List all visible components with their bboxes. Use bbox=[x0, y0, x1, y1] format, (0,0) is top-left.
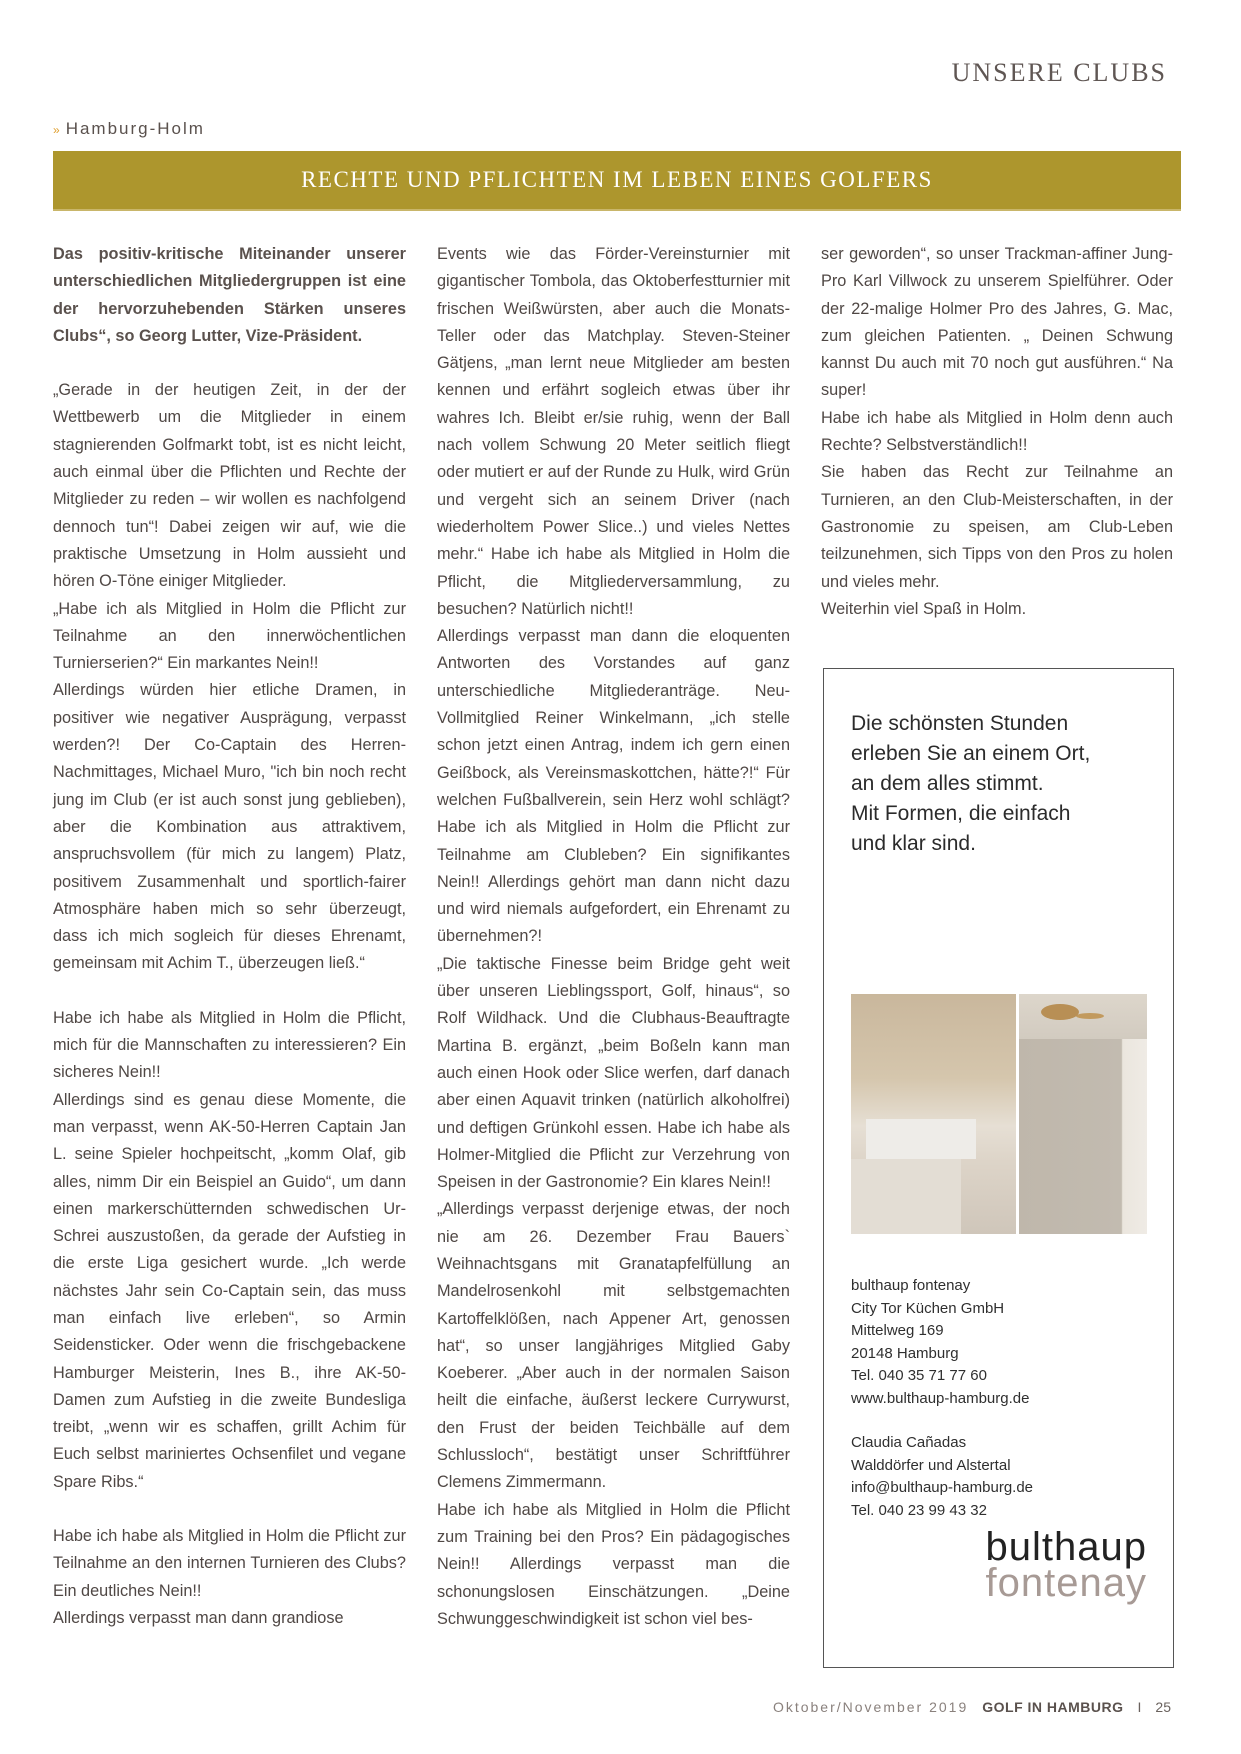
street-address: Mittelweg 169 bbox=[851, 1322, 944, 1339]
contact-person: Claudia Cañadas bbox=[851, 1434, 967, 1451]
double-chevron-icon: » bbox=[53, 123, 60, 137]
breadcrumb bbox=[53, 119, 205, 139]
article-lead: Das positiv-kritische Miteinander unserer unterschiedlichen Mitgliedergruppen ist eine der hervorzuhebenden Stärken unseres Clubs“, so Georg Lutter, Vize-Präsident. bbox=[53, 245, 406, 345]
ad-headline-line: Die schönsten Stunden bbox=[851, 712, 1069, 735]
phone-number: Tel. 040 35 71 77 60 bbox=[851, 1367, 987, 1384]
paragraph: Allerdings verpasst man dann die eloquenten Antworten des Vorstandes auf ganz unterschiedliche Mitgliederanträge. Neu-Vollmitglied Reiner Winkelmann, „ich stelle schon jetzt einen Antrag, indem ich gern einen Geißbock, als Vereinsmaskottchen, hätte?!“ Für welchen Fußballverein, sein Herz wohl schlägt? Habe ich als Mitglied in Holm die Pflicht zur Teilnahme am Clubleben? Ein signifikantes Nein!! Allerdings gehört man dann nicht dazu und wird niemals aufgefordert, ein Ehrenamt zu übernehmen?! bbox=[437, 627, 790, 946]
section-title: UNSERE CLUBS bbox=[951, 58, 1167, 87]
magazine-name: GOLF IN HAMBURG bbox=[982, 1699, 1124, 1715]
paragraph: ser geworden“, so unser Trackman-affiner Jung-Pro Karl Villwock zu unserem Spielführer. Oder der 22-malige Holmer Pro des Jahres, G. Mac, zum gleichen Patienten. „ Deinen Schwung kannst Du auch mit 70 noch gut ausführen.“ Na super! bbox=[821, 245, 1173, 400]
countertop-bowl-image bbox=[1019, 994, 1147, 1234]
issue-date: Oktober/November 2019 bbox=[772, 1699, 969, 1715]
footer-separator: I bbox=[1137, 1699, 1142, 1715]
bulthaup-logo bbox=[985, 1525, 1147, 1605]
paragraph: „Die taktische Finesse beim Bridge geht weit über unseren Lieblingssport, Golf, hinaus“, so Rolf Wildhack. Und die Clubhaus-Beauftragte Martina B. ergänzt, „beim Boßeln kann man auch einen Hook oder Slice werfen, darf danach aber einen Aquavit trinken (natürlich alkoholfrei) und deftigen Grünkohl essen. Habe ich habe als Holmer-Mitglied die Pflicht zur Verzehrung von Speisen in der Gastronomie? Ein klares Nein!! bbox=[437, 954, 790, 1192]
contact-region: Walddörfer und Alstertal bbox=[851, 1456, 1011, 1474]
ad-headline-line: an dem alles stimmt. bbox=[851, 772, 1044, 795]
article-title: RECHTE UND PFLICHTEN IM LEBEN EINES GOLFERS bbox=[301, 167, 933, 192]
page-footer bbox=[773, 1699, 1171, 1715]
paragraph: „Habe ich als Mitglied in Holm die Pflicht zur Teilnahme an den innerwöchentlichen Turnierserien?“ Ein markantes Nein!! bbox=[53, 599, 406, 673]
ad-contact-info bbox=[851, 1275, 1033, 1522]
bulthaup-advertisement[interactable] bbox=[823, 668, 1174, 1668]
paragraph: „Gerade in der heutigen Zeit, in der der Wettbewerb um die Mitglieder in einem stagnierenden Golfmarkt tobt, ist es nicht leicht, auch einmal über die Pflichten und Rechte der Mitglieder zu reden – wir wollen es nachfolgend dennoch tun“! Dabei zeigen wir auf, wie die praktische Umsetzung in Holm aussieht und hören O-Töne einiger Mitglieder. bbox=[53, 381, 406, 591]
article-column-1 bbox=[53, 241, 406, 1632]
paragraph: Habe ich habe als Mitglied in Holm die Pflicht, mich für die Mannschaften zu interessieren? Ein sicheres Nein!! bbox=[53, 1008, 406, 1082]
breadcrumb-label: Hamburg-Holm bbox=[65, 119, 205, 138]
page-number: 25 bbox=[1155, 1699, 1171, 1715]
paragraph: Habe ich habe als Mitglied in Holm die Pflicht zur Teilnahme an den internen Turnieren des Clubs? Ein deutliches Nein!! bbox=[53, 1527, 406, 1600]
paragraph: Habe ich habe als Mitglied in Holm denn auch Rechte? Selbstverständlich!! bbox=[821, 408, 1173, 455]
article-title-banner bbox=[53, 151, 1181, 211]
ad-headline-line: und klar sind. bbox=[851, 832, 976, 855]
city-address: 20148 Hamburg bbox=[851, 1344, 959, 1362]
logo-line-2: fontenay bbox=[985, 1561, 1147, 1605]
paragraph: Allerdings sind es genau diese Momente, die man verpasst, wenn AK-50-Herren Captain Jan L. seine Spieler hochpeitscht, „komm Olaf, gib alles, nimm Dir ein Beispiel an Guido“, um dann einen markerschütternden schwedischen Ur-Schrei auszustoßen, da gerade der Aufstieg in die erste Liga gesichert wurde. „Ich werde nächstes Jahr sein Co-Captain sein, das muss man einfach live erleben“, so Armin Seidensticker. Oder wenn die frischgebackene Hamburger Meisterin, Ines B., ihre AK-50-Damen zum Aufstieg in die zweite Bundesliga treibt, „wenn wir es schaffen, grillt Achim für Euch selbst mariniertes Ochsenfilet und vegane Spare Ribs.“ bbox=[53, 1090, 406, 1491]
website-link[interactable]: www.bulthaup-hamburg.de bbox=[851, 1389, 1030, 1407]
kitchen-interior-image bbox=[851, 994, 1016, 1234]
article-column-3 bbox=[821, 241, 1173, 623]
ad-headline bbox=[851, 709, 1090, 859]
phone-number: Tel. 040 23 99 43 32 bbox=[851, 1501, 987, 1519]
paragraph: Habe ich habe als Mitglied in Holm die Pflicht zum Training bei den Pros? Ein pädagogisches Nein!! Allerdings verpasst man die schonungslosen Einschätzungen. „Deine Schwunggeschwindigkeit ist schon viel bes- bbox=[437, 1500, 790, 1628]
paragraph: Allerdings verpasst man dann grandiose bbox=[53, 1608, 344, 1627]
ad-headline-line: Mit Formen, die einfach bbox=[851, 802, 1071, 825]
paragraph: „Allerdings verpasst derjenige etwas, der noch nie am 26. Dezember Frau Bauers` Weihnachtsgans mit Granatapfelfüllung an Mandelrosenkohl mit selbstgemachten Kartoffelklößen, nach Appener Art, genossen hat“, so unser langjähriges Mitglied Gaby Koeberer. „Aber auch in der normalen Saison heilt die einfache, äußerst leckere Currywurst, den Frust der beiden Teichbälle auf dem Schlussloch“, bestätigt unser Schriftführer Clemens Zimmermann. bbox=[437, 1200, 790, 1492]
paragraph: Sie haben das Recht zur Teilnahme an Turnieren, an den Club-Meisterschaften, in der Gastronomie zu speisen, am Club-Leben teilzunehmen, sich Tipps von den Pros zu holen und vieles mehr. bbox=[821, 463, 1173, 591]
company-legal-name: City Tor Küchen GmbH bbox=[851, 1299, 1005, 1317]
article-column-2 bbox=[437, 241, 790, 1633]
email-link[interactable]: info@bulthaup-hamburg.de bbox=[851, 1479, 1034, 1496]
logo-line-1: bulthaup bbox=[985, 1525, 1147, 1569]
ad-headline-line: erleben Sie an einem Ort, bbox=[851, 742, 1091, 765]
paragraph: Weiterhin viel Spaß in Holm. bbox=[821, 599, 1027, 618]
paragraph: Events wie das Förder-Vereinsturnier mit gigantischer Tombola, das Oktoberfestturnier mit frischen Weißwürsten, aber auch die Monats-Teller oder das Matchplay. Steven-Steiner Gätjens, „man lernt neue Mitglieder am besten kennen und erfährt sogleich etwas über ihr wahres Ich. Bleibt er/sie ruhig, wenn der Ball nach vollem Schwung 20 Meter seitlich fliegt oder mutiert er auf der Runde zu Hulk, wird Grün und vergeht sich an seinem Driver (nach wiederholtem Power Slice..) und vieles Nettes mehr.“ Habe ich habe als Mitglied in Holm die Pflicht, die Mitgliederversammlung, zu besuchen? Natürlich nicht!! bbox=[437, 245, 790, 618]
company-name: bulthaup fontenay bbox=[851, 1277, 971, 1294]
paragraph: Allerdings würden hier etliche Dramen, in positiver wie negativer Ausprägung, verpasst werden?! Der Co-Captain des Herren-Nachmittages, Michael Muro, "ich bin noch recht jung im Club (er ist auch sonst jung geblieben), aber die Kombination aus attraktivem, anspruchsvollem (für mich zu langem) Platz, positivem Zusammenhalt und sportlich-fairer Atmosphäre haben mich so sehr überzeugt, dass ich mich sogleich für dieses Ehrenamt, gemeinsam mit Achim T., überzeugen ließ.“ bbox=[53, 681, 406, 973]
